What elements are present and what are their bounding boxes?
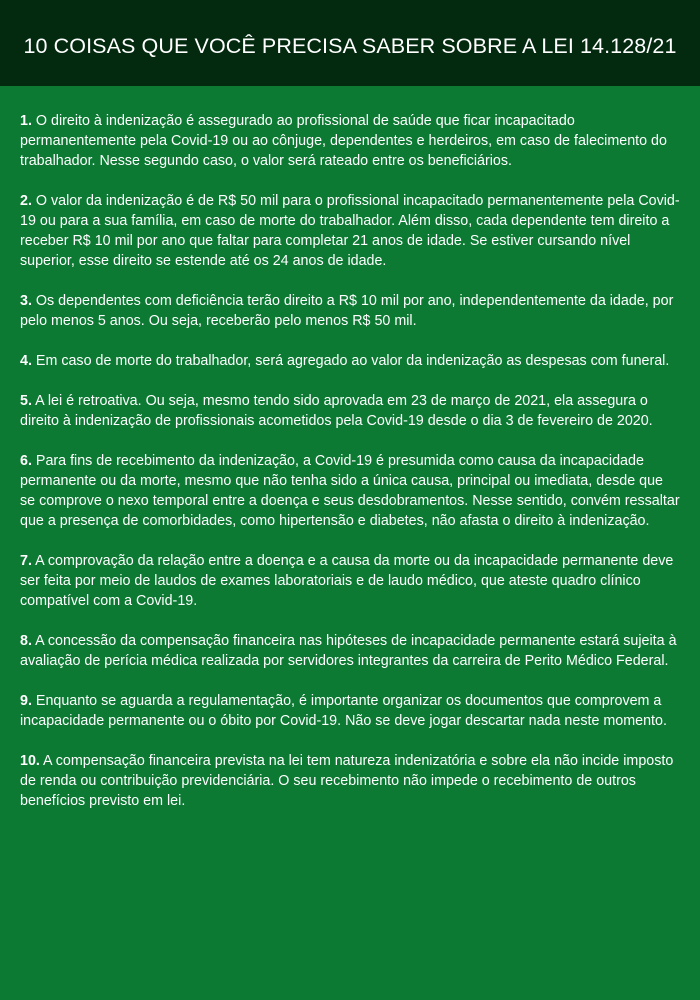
list-item: [20, 291, 680, 331]
item-text: A compensação financeira prevista na lei tem natureza indenizatória e sobre ela não incide imposto de renda ou contribuição previdenciária. O seu recebimento não impede o recebimento de outros benefícios previsto em lei.: [20, 753, 674, 809]
list-item: [20, 451, 680, 531]
item-text: Em caso de morte do trabalhador, será agregado ao valor da indenização as despesas com funeral.: [31, 353, 670, 369]
item-text: Enquanto se aguarda a regulamentação, é importante organizar os documentos que comprovem a incapacidade permanente ou o óbito por Covid-19. Não se deve jogar descartar nada neste momento.: [20, 693, 667, 729]
item-number: 8.: [20, 633, 32, 649]
item-text: Os dependentes com deficiência terão direito a R$ 10 mil por ano, independentemente da idade, por pelo menos 5 anos. Ou seja, receberão pelo menos R$ 50 mil.: [20, 293, 674, 329]
list-item: [20, 751, 680, 811]
item-number: 10.: [20, 753, 40, 769]
item-text: A lei é retroativa. Ou seja, mesmo tendo sido aprovada em 23 de março de 2021, ela assegura o direito à indenização de profissionais acometidos pela Covid-19 desde o dia 3 de fevereiro de 2020.: [20, 393, 653, 429]
list-item: [20, 111, 680, 171]
content-list: [0, 86, 700, 811]
item-number: 9.: [20, 693, 32, 709]
item-text: A concessão da compensação financeira nas hipóteses de incapacidade permanente estará sujeita à avaliação de perícia médica realizada por servidores integrantes da carreira de Perito Médico Federal.: [20, 633, 677, 669]
header-banner: [0, 0, 700, 86]
item-number: 1.: [20, 113, 32, 129]
item-text: O valor da indenização é de R$ 50 mil para o profissional incapacitado permanentemente pela Covid-19 ou para a sua família, em caso de morte do trabalhador. Além disso, cada dependente tem direito a receber R$ 10 mil por ano que faltar para completar 21 anos de idade. Se estiver cursando nível superior, esse direito se estende até os 24 anos de idade.: [20, 193, 680, 269]
item-text: Para fins de recebimento da indenização, a Covid-19 é presumida como causa da incapacidade permanente ou da morte, mesmo que não tenha sido a única causa, principal ou imediata, desde que se comprove o nexo temporal entre a doença e seus desdobramentos. Nesse sentido, convém ressaltar que a presença de comorbidades, como hipertensão e diabetes, não afasta o direito à indenização.: [20, 453, 680, 529]
item-text: O direito à indenização é assegurado ao profissional de saúde que ficar incapacitado permanentemente pela Covid-19 ou ao cônjuge, dependentes e herdeiros, em caso de falecimento do trabalhador. Nesse segundo caso, o valor será rateado entre os beneficiários.: [20, 113, 667, 169]
list-item: [20, 391, 680, 431]
page-title: 10 COISAS QUE VOCÊ PRECISA SABER SOBRE A LEI 14.128/21: [23, 33, 677, 58]
item-number: 6.: [20, 453, 32, 469]
item-number: 5.: [20, 393, 32, 409]
list-item: [20, 631, 680, 671]
item-number: 3.: [20, 293, 32, 309]
item-text: A comprovação da relação entre a doença e a causa da morte ou da incapacidade permanente deve ser feita por meio de laudos de exames laboratoriais e de laudo médico, que ateste quadro clínico compatível com a Covid-19.: [20, 553, 674, 609]
list-item: [20, 191, 680, 271]
list-item: [20, 551, 680, 611]
item-number: 7.: [20, 553, 32, 569]
list-item: [20, 691, 680, 731]
item-number: 2.: [20, 193, 32, 209]
item-number: 4.: [20, 353, 32, 369]
list-item: [20, 351, 680, 371]
